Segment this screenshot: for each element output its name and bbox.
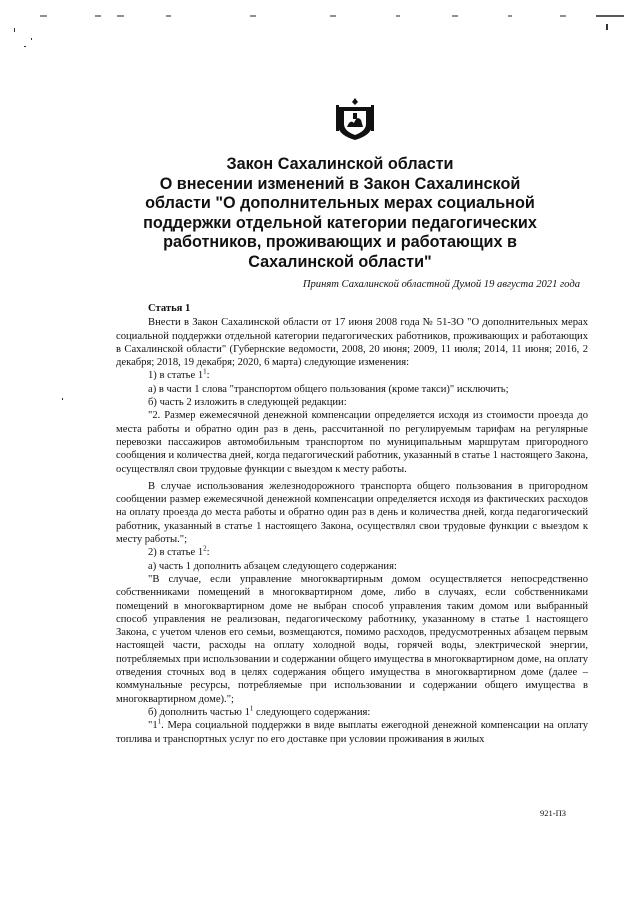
superscript: 1 xyxy=(157,717,162,726)
law-body xyxy=(116,302,588,746)
scan-speck xyxy=(14,28,15,32)
sakhalin-coat-of-arms-icon xyxy=(335,97,375,141)
scan-speck xyxy=(62,398,63,400)
paragraph-text: 2) в статье 1 xyxy=(148,547,204,559)
superscript: 2 xyxy=(203,544,207,553)
paragraph-text: : xyxy=(206,547,210,559)
paragraph xyxy=(116,369,588,382)
paragraph: "2. Размер ежемесячной денежной компенсации определяется исходя из стоимости проезда до места работы и обратно один раз в день, рассчитанной по регулируемым тарифам на регулярные перевозки пассажиров автомобильным транспортом по муниципальным маршрутам пригородного сообщения и количества дней, когда педагогический работник, указанный в статье 1 настоящего Закона, осуществлял свои трудовые функции с выездом к месту работы. xyxy=(116,410,588,475)
paragraph: а) в части 1 слова "транспортом общего пользования (кроме такси)" исключить; xyxy=(148,383,509,395)
scan-speck xyxy=(24,46,26,47)
paragraph: б) часть 2 изложить в следующей редакции: xyxy=(148,397,347,409)
scan-speck xyxy=(606,24,608,30)
title-line: Сахалинской области" xyxy=(248,252,432,271)
document-code: 921-ПЗ xyxy=(540,808,566,818)
paragraph-text: б) дополнить частью 1 xyxy=(148,706,250,718)
superscript: 1 xyxy=(249,704,254,713)
article-heading: Статья 1 xyxy=(148,303,191,314)
paragraph: Внести в Закон Сахалинской области от 17 июня 2008 года № 51-ЗО "О дополнительных мерах социальной поддержки отдельной категории педагогических работников, проживающих и работающих в Сахалинской области" (Губернские ведомости, 2008, 20 июня; 2009, 11 июля; 2014, 11 июня; 2016, 2 декабря; 2018, 19 декабря; 2020, 6 марта) следующие изменения: xyxy=(116,317,588,369)
paragraph-text: "1 xyxy=(148,720,158,732)
paragraph: а) часть 1 дополнить абзацем следующего содержания: xyxy=(148,560,397,572)
paragraph-text: : xyxy=(206,370,210,382)
adoption-note: Принят Сахалинской областной Думой 19 августа 2021 года xyxy=(302,279,580,290)
paragraph: "В случае, если управление многоквартирным домом осуществляется непосредственно собственниками помещений в многоквартирном доме, либо в случаях, если собственниками помещений в многоквартирном доме не выбран способ управления таким домом или выбранный способ управления не реализован, педагогическому работнику, указанному в статье 1 настоящего Закона, с учетом членов его семьи, возмещаются, помимо расходов, предусмотренных абзацем первым настоящей части, расходы на оплату холодной воды, горячей воды, электрической энергии, потребляемых при использовании и содержании общего имущества в многоквартирном доме, на оплату отведения сточных вод в целях содержания общего имущества в многоквартирном доме (далее – коммунальные ресурсы, потребляемые при использовании и содержании общего имущества в многоквартирном доме)."; xyxy=(116,573,588,705)
scan-speck xyxy=(31,38,32,40)
paragraph: В случае использования железнодорожного транспорта общего пользования в пригородном сообщении размер ежемесячной денежной компенсации определяется исходя из фактических расходов на оплату проезда до места работы и обратно один раз в день и количества дней, когда педагогический работник, указанный в статье 1 настоящего Закона, осуществлял свои трудовые функции с выездом к месту работы."; xyxy=(116,480,588,546)
title-line: поддержки отдельной категории педагогических xyxy=(143,213,537,232)
paragraph xyxy=(116,546,588,559)
title-line: Закон Сахалинской области xyxy=(226,155,454,173)
scan-edge-marks xyxy=(0,14,637,20)
title-line: области "О дополнительных мерах социальной xyxy=(145,194,535,213)
paragraph-text: . Мера социальной поддержки в виде выплаты ежегодной денежной компенсации на оплату топлива и транспортных услуг по его доставке при условии проживания в жилых xyxy=(116,720,588,745)
law-title xyxy=(100,155,580,273)
paragraph-text: следующего содержания: xyxy=(253,706,371,718)
title-line: работников, проживающих и работающих в xyxy=(163,233,517,252)
paragraph xyxy=(116,719,588,746)
superscript: 1 xyxy=(203,367,207,376)
paragraph-text: 1) в статье 1 xyxy=(148,370,204,382)
title-line: О внесении изменений в Закон Сахалинской xyxy=(159,174,521,193)
paragraph xyxy=(116,706,588,719)
